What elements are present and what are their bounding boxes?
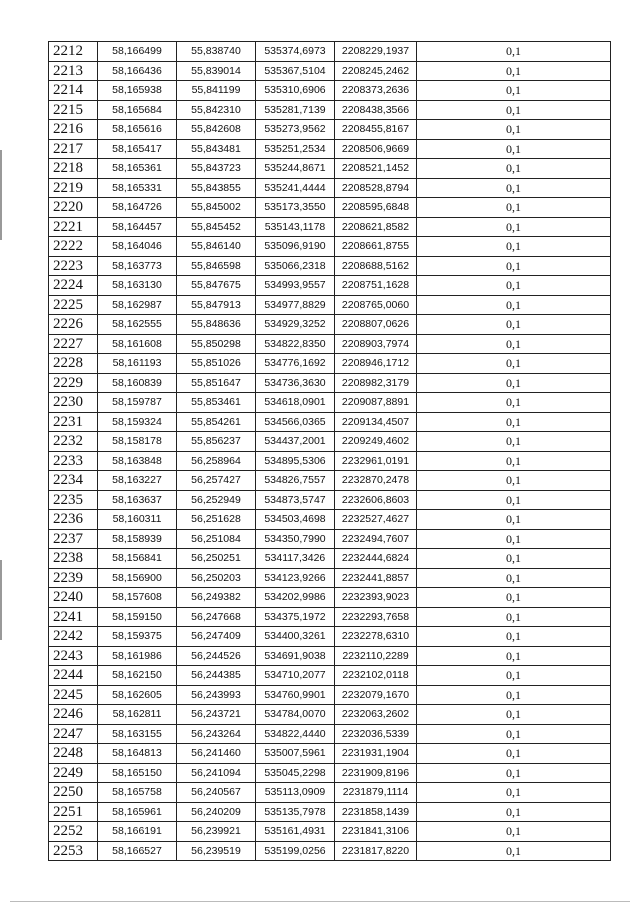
point-number-cell: 2243 (49, 646, 98, 666)
latitude-cell: 58,164813 (98, 744, 177, 764)
longitude-cell: 56,241460 (177, 744, 256, 764)
accuracy-cell: 0,1 (417, 802, 611, 822)
accuracy-cell: 0,1 (417, 315, 611, 335)
x-coordinate-cell: 535199,0256 (256, 841, 335, 861)
point-number-cell: 2247 (49, 724, 98, 744)
y-coordinate-cell: 2209087,8891 (335, 393, 417, 413)
y-coordinate-cell: 2208595,6848 (335, 198, 417, 218)
longitude-cell: 56,247668 (177, 607, 256, 627)
y-coordinate-cell: 2208903,7974 (335, 334, 417, 354)
x-coordinate-cell: 534503,4698 (256, 510, 335, 530)
accuracy-cell: 0,1 (417, 334, 611, 354)
x-coordinate-cell: 534993,9557 (256, 276, 335, 296)
latitude-cell: 58,163848 (98, 451, 177, 471)
y-coordinate-cell: 2232278,6310 (335, 627, 417, 647)
table-row (49, 451, 611, 471)
longitude-cell: 55,847675 (177, 276, 256, 296)
accuracy-cell: 0,1 (417, 744, 611, 764)
latitude-cell: 58,159150 (98, 607, 177, 627)
y-coordinate-cell: 2232293,7658 (335, 607, 417, 627)
point-number-cell: 2249 (49, 763, 98, 783)
x-coordinate-cell: 535173,3550 (256, 198, 335, 218)
y-coordinate-cell: 2232606,8603 (335, 490, 417, 510)
y-coordinate-cell: 2208621,8582 (335, 217, 417, 237)
y-coordinate-cell: 2208982,3179 (335, 373, 417, 393)
longitude-cell: 55,845452 (177, 217, 256, 237)
accuracy-cell: 0,1 (417, 471, 611, 491)
table-row (49, 490, 611, 510)
accuracy-cell: 0,1 (417, 529, 611, 549)
latitude-cell: 58,166527 (98, 841, 177, 861)
table-row (49, 568, 611, 588)
longitude-cell: 55,842608 (177, 120, 256, 140)
longitude-cell: 55,843855 (177, 178, 256, 198)
accuracy-cell: 0,1 (417, 139, 611, 159)
table-row (49, 315, 611, 335)
x-coordinate-cell: 535367,5104 (256, 61, 335, 81)
longitude-cell: 56,240209 (177, 802, 256, 822)
x-coordinate-cell: 535281,7139 (256, 100, 335, 120)
latitude-cell: 58,165938 (98, 81, 177, 101)
y-coordinate-cell: 2208438,3566 (335, 100, 417, 120)
x-coordinate-cell: 535135,7978 (256, 802, 335, 822)
point-number-cell: 2217 (49, 139, 98, 159)
table-row (49, 705, 611, 725)
longitude-cell: 56,244526 (177, 646, 256, 666)
longitude-cell: 56,250203 (177, 568, 256, 588)
x-coordinate-cell: 534123,9266 (256, 568, 335, 588)
x-coordinate-cell: 535066,2318 (256, 256, 335, 276)
longitude-cell: 55,851647 (177, 373, 256, 393)
table-row (49, 100, 611, 120)
accuracy-cell: 0,1 (417, 61, 611, 81)
point-number-cell: 2222 (49, 237, 98, 257)
latitude-cell: 58,158178 (98, 432, 177, 452)
x-coordinate-cell: 534822,4440 (256, 724, 335, 744)
accuracy-cell: 0,1 (417, 510, 611, 530)
longitude-cell: 56,244385 (177, 666, 256, 686)
y-coordinate-cell: 2232036,5339 (335, 724, 417, 744)
table-row (49, 685, 611, 705)
point-number-cell: 2228 (49, 354, 98, 374)
table-row (49, 61, 611, 81)
longitude-cell: 56,252949 (177, 490, 256, 510)
y-coordinate-cell: 2232961,0191 (335, 451, 417, 471)
accuracy-cell: 0,1 (417, 217, 611, 237)
table-row (49, 334, 611, 354)
y-coordinate-cell: 2208807,0626 (335, 315, 417, 335)
accuracy-cell: 0,1 (417, 393, 611, 413)
table-row (49, 841, 611, 861)
x-coordinate-cell: 534691,9038 (256, 646, 335, 666)
y-coordinate-cell: 2209134,4507 (335, 412, 417, 432)
x-coordinate-cell: 535273,9562 (256, 120, 335, 140)
table-row (49, 432, 611, 452)
accuracy-cell: 0,1 (417, 100, 611, 120)
longitude-cell: 55,838740 (177, 42, 256, 62)
y-coordinate-cell: 2208229,1937 (335, 42, 417, 62)
accuracy-cell: 0,1 (417, 451, 611, 471)
y-coordinate-cell: 2232444,6824 (335, 549, 417, 569)
accuracy-cell: 0,1 (417, 42, 611, 62)
latitude-cell: 58,165150 (98, 763, 177, 783)
point-number-cell: 2240 (49, 588, 98, 608)
page-bottom-rule (10, 901, 630, 902)
point-number-cell: 2214 (49, 81, 98, 101)
point-number-cell: 2220 (49, 198, 98, 218)
x-coordinate-cell: 534895,5306 (256, 451, 335, 471)
x-coordinate-cell: 534710,2077 (256, 666, 335, 686)
longitude-cell: 56,243993 (177, 685, 256, 705)
table-row (49, 237, 611, 257)
y-coordinate-cell: 2232110,2289 (335, 646, 417, 666)
latitude-cell: 58,163637 (98, 490, 177, 510)
accuracy-cell: 0,1 (417, 783, 611, 803)
y-coordinate-cell: 2232102,0118 (335, 666, 417, 686)
longitude-cell: 56,251084 (177, 529, 256, 549)
table-row (49, 354, 611, 374)
point-number-cell: 2252 (49, 822, 98, 842)
latitude-cell: 58,156900 (98, 568, 177, 588)
accuracy-cell: 0,1 (417, 724, 611, 744)
x-coordinate-cell: 534117,3426 (256, 549, 335, 569)
x-coordinate-cell: 534760,9901 (256, 685, 335, 705)
longitude-cell: 56,243264 (177, 724, 256, 744)
accuracy-cell: 0,1 (417, 841, 611, 861)
longitude-cell: 55,839014 (177, 61, 256, 81)
longitude-cell: 55,841199 (177, 81, 256, 101)
y-coordinate-cell: 2231879,1114 (335, 783, 417, 803)
point-number-cell: 2225 (49, 295, 98, 315)
point-number-cell: 2246 (49, 705, 98, 725)
accuracy-cell: 0,1 (417, 178, 611, 198)
latitude-cell: 58,163773 (98, 256, 177, 276)
latitude-cell: 58,163155 (98, 724, 177, 744)
accuracy-cell: 0,1 (417, 627, 611, 647)
point-number-cell: 2215 (49, 100, 98, 120)
y-coordinate-cell: 2208528,8794 (335, 178, 417, 198)
x-coordinate-cell: 534566,0365 (256, 412, 335, 432)
accuracy-cell: 0,1 (417, 685, 611, 705)
accuracy-cell: 0,1 (417, 705, 611, 725)
x-coordinate-cell: 534776,1692 (256, 354, 335, 374)
table-row (49, 256, 611, 276)
table-row (49, 822, 611, 842)
latitude-cell: 58,165361 (98, 159, 177, 179)
point-number-cell: 2234 (49, 471, 98, 491)
point-number-cell: 2216 (49, 120, 98, 140)
point-number-cell: 2236 (49, 510, 98, 530)
table-row (49, 276, 611, 296)
point-number-cell: 2219 (49, 178, 98, 198)
latitude-cell: 58,156841 (98, 549, 177, 569)
latitude-cell: 58,165417 (98, 139, 177, 159)
longitude-cell: 55,856237 (177, 432, 256, 452)
latitude-cell: 58,165331 (98, 178, 177, 198)
x-coordinate-cell: 534873,5747 (256, 490, 335, 510)
point-number-cell: 2221 (49, 217, 98, 237)
point-number-cell: 2218 (49, 159, 98, 179)
y-coordinate-cell: 2231858,1439 (335, 802, 417, 822)
latitude-cell: 58,166499 (98, 42, 177, 62)
point-number-cell: 2239 (49, 568, 98, 588)
accuracy-cell: 0,1 (417, 490, 611, 510)
longitude-cell: 56,251628 (177, 510, 256, 530)
x-coordinate-cell: 535113,0909 (256, 783, 335, 803)
longitude-cell: 55,854261 (177, 412, 256, 432)
y-coordinate-cell: 2208245,2462 (335, 61, 417, 81)
table-row (49, 81, 611, 101)
x-coordinate-cell: 534822,8350 (256, 334, 335, 354)
x-coordinate-cell: 534929,3252 (256, 315, 335, 335)
point-number-cell: 2212 (49, 42, 98, 62)
longitude-cell: 55,851026 (177, 354, 256, 374)
table-row (49, 139, 611, 159)
latitude-cell: 58,162605 (98, 685, 177, 705)
x-coordinate-cell: 535251,2534 (256, 139, 335, 159)
table-row (49, 646, 611, 666)
table-row (49, 529, 611, 549)
longitude-cell: 55,850298 (177, 334, 256, 354)
longitude-cell: 55,843723 (177, 159, 256, 179)
point-number-cell: 2230 (49, 393, 98, 413)
x-coordinate-cell: 535045,2298 (256, 763, 335, 783)
table-row (49, 373, 611, 393)
table-row (49, 178, 611, 198)
y-coordinate-cell: 2232527,4627 (335, 510, 417, 530)
latitude-cell: 58,165758 (98, 783, 177, 803)
x-coordinate-cell: 535007,5961 (256, 744, 335, 764)
accuracy-cell: 0,1 (417, 354, 611, 374)
longitude-cell: 56,241094 (177, 763, 256, 783)
x-coordinate-cell: 535096,9190 (256, 237, 335, 257)
x-coordinate-cell: 535161,4931 (256, 822, 335, 842)
latitude-cell: 58,166436 (98, 61, 177, 81)
point-number-cell: 2251 (49, 802, 98, 822)
point-number-cell: 2231 (49, 412, 98, 432)
point-number-cell: 2233 (49, 451, 98, 471)
accuracy-cell: 0,1 (417, 822, 611, 842)
table-row (49, 588, 611, 608)
table-row (49, 471, 611, 491)
latitude-cell: 58,160839 (98, 373, 177, 393)
longitude-cell: 56,239921 (177, 822, 256, 842)
point-number-cell: 2235 (49, 490, 98, 510)
point-number-cell: 2250 (49, 783, 98, 803)
accuracy-cell: 0,1 (417, 568, 611, 588)
latitude-cell: 58,161608 (98, 334, 177, 354)
x-coordinate-cell: 534400,3261 (256, 627, 335, 647)
y-coordinate-cell: 2232393,9023 (335, 588, 417, 608)
longitude-cell: 56,247409 (177, 627, 256, 647)
table-row (49, 393, 611, 413)
longitude-cell: 56,250251 (177, 549, 256, 569)
table-row (49, 412, 611, 432)
y-coordinate-cell: 2231931,1904 (335, 744, 417, 764)
accuracy-cell: 0,1 (417, 588, 611, 608)
x-coordinate-cell: 535244,8671 (256, 159, 335, 179)
x-coordinate-cell: 534784,0070 (256, 705, 335, 725)
y-coordinate-cell: 2231817,8220 (335, 841, 417, 861)
longitude-cell: 56,240567 (177, 783, 256, 803)
latitude-cell: 58,159787 (98, 393, 177, 413)
longitude-cell: 55,846598 (177, 256, 256, 276)
accuracy-cell: 0,1 (417, 198, 611, 218)
latitude-cell: 58,162987 (98, 295, 177, 315)
y-coordinate-cell: 2208521,1452 (335, 159, 417, 179)
x-coordinate-cell: 535374,6973 (256, 42, 335, 62)
point-number-cell: 2253 (49, 841, 98, 861)
latitude-cell: 58,157608 (98, 588, 177, 608)
longitude-cell: 55,848636 (177, 315, 256, 335)
x-coordinate-cell: 534826,7557 (256, 471, 335, 491)
latitude-cell: 58,162150 (98, 666, 177, 686)
y-coordinate-cell: 2232063,2602 (335, 705, 417, 725)
latitude-cell: 58,159324 (98, 412, 177, 432)
accuracy-cell: 0,1 (417, 432, 611, 452)
point-number-cell: 2238 (49, 549, 98, 569)
point-number-cell: 2223 (49, 256, 98, 276)
accuracy-cell: 0,1 (417, 763, 611, 783)
latitude-cell: 58,160311 (98, 510, 177, 530)
latitude-cell: 58,164457 (98, 217, 177, 237)
table-row (49, 666, 611, 686)
longitude-cell: 55,847913 (177, 295, 256, 315)
table-row (49, 549, 611, 569)
accuracy-cell: 0,1 (417, 120, 611, 140)
x-coordinate-cell: 535241,4444 (256, 178, 335, 198)
accuracy-cell: 0,1 (417, 549, 611, 569)
y-coordinate-cell: 2208946,1712 (335, 354, 417, 374)
longitude-cell: 56,258964 (177, 451, 256, 471)
latitude-cell: 58,161986 (98, 646, 177, 666)
point-number-cell: 2248 (49, 744, 98, 764)
latitude-cell: 58,159375 (98, 627, 177, 647)
accuracy-cell: 0,1 (417, 276, 611, 296)
table-row (49, 510, 611, 530)
table-row (49, 198, 611, 218)
point-number-cell: 2245 (49, 685, 98, 705)
accuracy-cell: 0,1 (417, 666, 611, 686)
x-coordinate-cell: 534736,3630 (256, 373, 335, 393)
y-coordinate-cell: 2208688,5162 (335, 256, 417, 276)
latitude-cell: 58,161193 (98, 354, 177, 374)
table-row (49, 724, 611, 744)
table-row (49, 607, 611, 627)
accuracy-cell: 0,1 (417, 256, 611, 276)
point-number-cell: 2237 (49, 529, 98, 549)
longitude-cell: 56,249382 (177, 588, 256, 608)
point-number-cell: 2232 (49, 432, 98, 452)
y-coordinate-cell: 2208373,2636 (335, 81, 417, 101)
latitude-cell: 58,165961 (98, 802, 177, 822)
latitude-cell: 58,158939 (98, 529, 177, 549)
longitude-cell: 55,842310 (177, 100, 256, 120)
accuracy-cell: 0,1 (417, 373, 611, 393)
x-coordinate-cell: 534350,7990 (256, 529, 335, 549)
latitude-cell: 58,163130 (98, 276, 177, 296)
accuracy-cell: 0,1 (417, 159, 611, 179)
table-row (49, 217, 611, 237)
x-coordinate-cell: 534437,2001 (256, 432, 335, 452)
y-coordinate-cell: 2209249,4602 (335, 432, 417, 452)
accuracy-cell: 0,1 (417, 295, 611, 315)
accuracy-cell: 0,1 (417, 607, 611, 627)
x-coordinate-cell: 534202,9986 (256, 588, 335, 608)
latitude-cell: 58,162811 (98, 705, 177, 725)
y-coordinate-cell: 2231909,8196 (335, 763, 417, 783)
point-number-cell: 2241 (49, 607, 98, 627)
table-row (49, 763, 611, 783)
table-row (49, 627, 611, 647)
longitude-cell: 56,243721 (177, 705, 256, 725)
table-row (49, 120, 611, 140)
x-coordinate-cell: 534375,1972 (256, 607, 335, 627)
longitude-cell: 55,853461 (177, 393, 256, 413)
y-coordinate-cell: 2232079,1670 (335, 685, 417, 705)
x-coordinate-cell: 534977,8829 (256, 295, 335, 315)
accuracy-cell: 0,1 (417, 412, 611, 432)
point-number-cell: 2227 (49, 334, 98, 354)
coordinates-table (48, 41, 611, 861)
longitude-cell: 56,257427 (177, 471, 256, 491)
accuracy-cell: 0,1 (417, 81, 611, 101)
accuracy-cell: 0,1 (417, 237, 611, 257)
table-row (49, 802, 611, 822)
y-coordinate-cell: 2232441,8857 (335, 568, 417, 588)
scan-edge-mark (0, 560, 2, 640)
point-number-cell: 2229 (49, 373, 98, 393)
y-coordinate-cell: 2208455,8167 (335, 120, 417, 140)
point-number-cell: 2244 (49, 666, 98, 686)
latitude-cell: 58,163227 (98, 471, 177, 491)
table-row (49, 783, 611, 803)
x-coordinate-cell: 535143,1178 (256, 217, 335, 237)
y-coordinate-cell: 2232494,7607 (335, 529, 417, 549)
point-number-cell: 2242 (49, 627, 98, 647)
table-row (49, 295, 611, 315)
table-row (49, 159, 611, 179)
point-number-cell: 2213 (49, 61, 98, 81)
longitude-cell: 55,846140 (177, 237, 256, 257)
y-coordinate-cell: 2232870,2478 (335, 471, 417, 491)
y-coordinate-cell: 2208765,0060 (335, 295, 417, 315)
y-coordinate-cell: 2231841,3106 (335, 822, 417, 842)
latitude-cell: 58,165684 (98, 100, 177, 120)
accuracy-cell: 0,1 (417, 646, 611, 666)
table-row (49, 744, 611, 764)
scan-edge-mark (0, 150, 2, 240)
y-coordinate-cell: 2208506,9669 (335, 139, 417, 159)
y-coordinate-cell: 2208661,8755 (335, 237, 417, 257)
y-coordinate-cell: 2208751,1628 (335, 276, 417, 296)
latitude-cell: 58,164726 (98, 198, 177, 218)
latitude-cell: 58,165616 (98, 120, 177, 140)
longitude-cell: 55,843481 (177, 139, 256, 159)
latitude-cell: 58,166191 (98, 822, 177, 842)
latitude-cell: 58,164046 (98, 237, 177, 257)
longitude-cell: 55,845002 (177, 198, 256, 218)
table-row (49, 42, 611, 62)
x-coordinate-cell: 534618,0901 (256, 393, 335, 413)
point-number-cell: 2226 (49, 315, 98, 335)
point-number-cell: 2224 (49, 276, 98, 296)
x-coordinate-cell: 535310,6906 (256, 81, 335, 101)
longitude-cell: 56,239519 (177, 841, 256, 861)
latitude-cell: 58,162555 (98, 315, 177, 335)
